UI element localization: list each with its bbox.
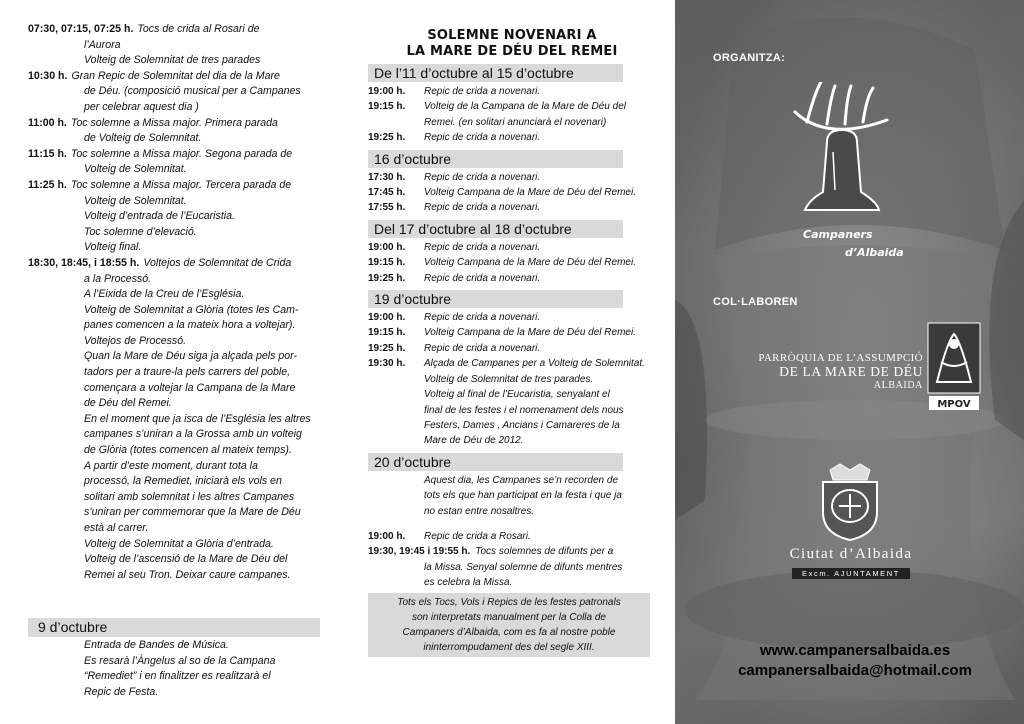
intro-line: Aquest dia, les Campanes se’n recorden de (424, 474, 619, 486)
event-text: Repic de crida a novenari. (424, 241, 541, 253)
event-text: Toc solemne a Missa major. Tercera parada de (70, 178, 292, 191)
day-9-october-lines (28, 638, 320, 700)
left-column (28, 22, 320, 583)
event-text: Volteig de la Campana de la Mare de Déu del (424, 101, 626, 113)
event-text-line: Mare de Déu de 2012. (424, 435, 524, 447)
event-text: Alçada de Campanes per a Volteig de Solemnitat. (424, 358, 645, 370)
contact-block (705, 641, 1005, 681)
novenari-title (368, 28, 656, 60)
novenari-section (368, 290, 656, 449)
event-text-line: Volteig de Solemnitat de tres parades. (424, 373, 594, 385)
schedule-event (28, 22, 320, 38)
intro-line: tots els que han participat en la festa i que ja (424, 490, 622, 502)
novenari-section (368, 64, 656, 146)
novenari-section (368, 150, 656, 216)
event-text-line: Volteig de l’ascensió de la Mare de Déu del (84, 553, 288, 566)
event-text: Voltejos de Solemnitat de Crida (143, 256, 292, 269)
parroquia-line1: PARRÒQUIA DE L’ASSUMPCIÓ (758, 352, 923, 364)
parroquia-block (713, 352, 923, 391)
schedule-event (368, 325, 656, 340)
event-time: 11:25 h. (28, 178, 67, 191)
parish-emblem-logo (927, 322, 981, 412)
event-text: Volteig Campana de la Mare de Déu del Remei. (424, 187, 636, 199)
col-laboren-label: COL·LABOREN (713, 296, 798, 308)
event-time: 19:00 h. (368, 86, 406, 97)
event-text-line: Volteig de Solemnitat de tres parades (84, 54, 261, 67)
event-text: Repic de crida a novenari. (424, 272, 541, 284)
event-text-line: campanes s’uniran a la Grossa amb un volteig (84, 428, 302, 441)
event-text-line: tadors per a traure-la pels carrers del poble, (84, 366, 291, 379)
event-time: 07:30, 07:15, 07:25 h. (28, 23, 134, 35)
middle-column (368, 28, 656, 657)
parroquia-line2: DE LA MARE DE DÉU (779, 364, 923, 379)
note-line: Tots els Tocs, Vols i Repics de les festes patronals (397, 596, 621, 608)
event-text-line: Toc solemne d’elevació. (84, 225, 197, 238)
event-text-line: de Déu. (composició musical per a Campanes (84, 85, 301, 98)
event-text-line: Es resarà l’Àngelus al so de la Campana (84, 654, 276, 667)
event-text-line: processó, la Remediet, iniciarà els vols en (84, 475, 282, 488)
event-text: Repic de crida a novenari. (424, 132, 541, 144)
event-time: 19:30 h. (368, 358, 406, 370)
novenari-sections (368, 64, 656, 449)
note-line: son interpretats manualment per la Colla de (412, 611, 606, 623)
event-text-line: Volteig final. (84, 241, 142, 254)
event-time: 17:55 h. (368, 202, 406, 214)
event-time: 19:00 h. (368, 312, 406, 324)
event-text-line: “Remediet” i en finalitzer es realitzarà el (84, 670, 271, 683)
event-time: 19:25 h. (368, 272, 406, 284)
schedule-event (368, 170, 656, 185)
schedule-event (368, 200, 656, 215)
event-text-line: s’uniran per commemorar que la Mare de Déu (84, 506, 301, 519)
event-time: 19:15 h. (368, 327, 406, 339)
event-text-line: a la Processó. (84, 272, 152, 285)
schedule-event (368, 255, 656, 270)
ciutat-block (771, 546, 931, 581)
event-time: 17:30 h. (368, 171, 406, 183)
schedule-event (368, 310, 656, 325)
website-link[interactable]: www.campanersalbaida.es (759, 642, 951, 659)
event-text-line: En el moment que ja isca de l’Església les altres (84, 412, 311, 425)
campaners-text: Campaners (803, 228, 873, 241)
event-text-line: començara a voltejar la Campana de la Mare (84, 381, 296, 394)
intro-line: no estan entre nosaltres. (424, 505, 535, 517)
event-text-line: Volteig de Solemnitat. (84, 163, 187, 176)
schedule-event (28, 147, 320, 163)
novenari-section (368, 220, 656, 286)
event-text: Repic de crida a novenari. (424, 86, 541, 97)
novenari-title-line2: LA MARE DE DÉU DEL REMEI (406, 44, 618, 59)
event-text-line: Quan la Mare de Déu siga ja alçada pels por- (84, 350, 297, 363)
event-text-line: Volteig al final de l’Eucaristia, senyalant el (424, 389, 610, 401)
email-link[interactable]: campanersalbaida@hotmail.com (738, 662, 972, 679)
schedule-event (368, 271, 656, 286)
event-text: Tocs solemnes de difunts per a (475, 546, 614, 558)
svg-text:MPOV: MPOV (937, 399, 971, 410)
albaida-text: d’Albaida (845, 246, 904, 259)
day-20-intro (368, 473, 656, 519)
event-text-line: la Missa. Senyal solemne de difunts mentres (424, 561, 623, 573)
day-20-events (368, 529, 656, 591)
event-text-line: Volteig de Solemnitat. (84, 194, 187, 207)
note-line: Campaners d’Albaida, com es fa al nostre poble (402, 626, 616, 638)
schedule-event (368, 356, 656, 371)
event-text-line: Entrada de Bandes de Música. (84, 639, 229, 651)
event-text-line: Festers, Dames , Ancians i Camareres de la (424, 419, 620, 431)
event-text-line: està al carrer. (84, 522, 149, 534)
event-text: Volteig Campana de la Mare de Déu del Remei. (424, 257, 636, 269)
event-time: 19:00 h. (368, 530, 406, 542)
event-text-line: de Déu del Remei. (84, 397, 172, 410)
schedule-event (368, 544, 656, 559)
event-text: Repic de crida a Rosari. (424, 530, 531, 542)
campaners-bell-logo (787, 82, 897, 232)
schedule-event (368, 84, 656, 99)
event-text-line: per celebrar aquest dia ) (84, 100, 199, 113)
novenari-title-line1: SOLEMNE NOVENARI A (427, 28, 597, 43)
schedule-event (28, 69, 320, 85)
section-20-october (368, 453, 656, 591)
note-box (368, 593, 650, 657)
event-text: Toc solemne a Missa major. Segona parada de (70, 147, 293, 160)
event-text-line: Volteig d’entrada de l’Eucaristia. (84, 210, 235, 223)
event-text-line: A l’Eixida de la Creu de l’Església. (84, 288, 245, 301)
event-time: 11:00 h. (28, 116, 67, 129)
section-heading: De l’11 d’octubre al 15 d’octubre (368, 64, 623, 82)
town-coat-of-arms-logo (815, 462, 885, 542)
event-text-line: de Volteig de Solemnitat. (84, 132, 202, 145)
schedule-event (28, 116, 320, 132)
event-time: 18:30, 18:45, i 18:55 h. (28, 256, 140, 269)
event-text-line: final de les festes i el nomenament dels nous (424, 404, 624, 416)
event-text: Volteig Campana de la Mare de Déu del Remei. (424, 327, 636, 339)
ciutat-title: Ciutat d’Albaida (789, 546, 913, 562)
event-text-line: solitari amb solemnitat i les altres Campanes (84, 490, 295, 503)
event-text-line: Volteig de Solemnitat a Glòria (totes les Cam- (84, 303, 299, 316)
event-text: Repic de crida a novenari. (424, 202, 541, 214)
event-text: Repic de crida a novenari. (424, 312, 541, 324)
event-text-line: l’Aurora (84, 38, 121, 51)
event-time: 19:25 h. (368, 342, 406, 354)
event-text: Repic de crida a novenari. (424, 171, 541, 183)
note-line: ininterrompudament des del segle XIII. (423, 641, 595, 653)
event-text-line: Voltejos de Processó. (84, 334, 187, 347)
event-text-line: Repic de Festa. (84, 685, 159, 698)
schedule-event (28, 256, 320, 272)
schedule-event (368, 99, 656, 114)
section-heading: Del 17 d’octubre al 18 d’octubre (368, 220, 623, 238)
event-text-line: Remei. (en solitari anunciarà el novenari) (424, 116, 607, 128)
event-text-line: es celebra la Missa. (424, 577, 513, 589)
event-text-line: Volteig de Solemnitat a Glòria d’entrada. (84, 537, 274, 550)
schedule-event (368, 529, 656, 544)
schedule-event (368, 341, 656, 356)
event-time: 19:25 h. (368, 132, 406, 144)
event-text-line: de Glòria (totes comencen al mateix temps). (84, 444, 292, 457)
section-heading: 16 d’octubre (368, 150, 623, 168)
section-heading: 20 d’octubre (368, 453, 623, 471)
schedule-event (368, 185, 656, 200)
event-text-line: A partir d’este moment, durant tota la (84, 459, 258, 472)
event-time: 19:15 h. (368, 257, 406, 269)
parroquia-line3: ALBAIDA (873, 380, 923, 391)
organitza-label: ORGANITZA: (713, 52, 786, 64)
cover-panel (675, 0, 1024, 724)
event-text: Tocs de crida al Rosari de (137, 23, 260, 35)
event-text: Toc solemne a Missa major. Primera parada (70, 116, 278, 129)
schedule-event (28, 178, 320, 194)
ajuntament-label: Excm. AJUNTAMENT (792, 568, 910, 579)
day-heading-9-october: 9 d’octubre (28, 618, 320, 637)
event-time: 17:45 h. (368, 187, 406, 199)
event-time: 10:30 h. (28, 69, 68, 82)
event-text-line: panes comencen a la mateix hora a voltejar). (84, 319, 296, 332)
event-text: Gran Repic de Solemnitat del dia de la Mare (71, 69, 280, 82)
schedule-event (368, 130, 656, 145)
event-text: Repic de crida a novenari. (424, 342, 541, 354)
event-time: 19:15 h. (368, 101, 406, 113)
schedule-event (368, 240, 656, 255)
event-time: 11:15 h. (28, 147, 67, 160)
event-time: 19:30, 19:45 i 19:55 h. (368, 546, 471, 558)
event-text-line: Remei al seu Tron. Deixar caure campanes. (84, 568, 291, 581)
section-heading: 19 d’octubre (368, 290, 623, 308)
event-time: 19:00 h. (368, 241, 406, 253)
